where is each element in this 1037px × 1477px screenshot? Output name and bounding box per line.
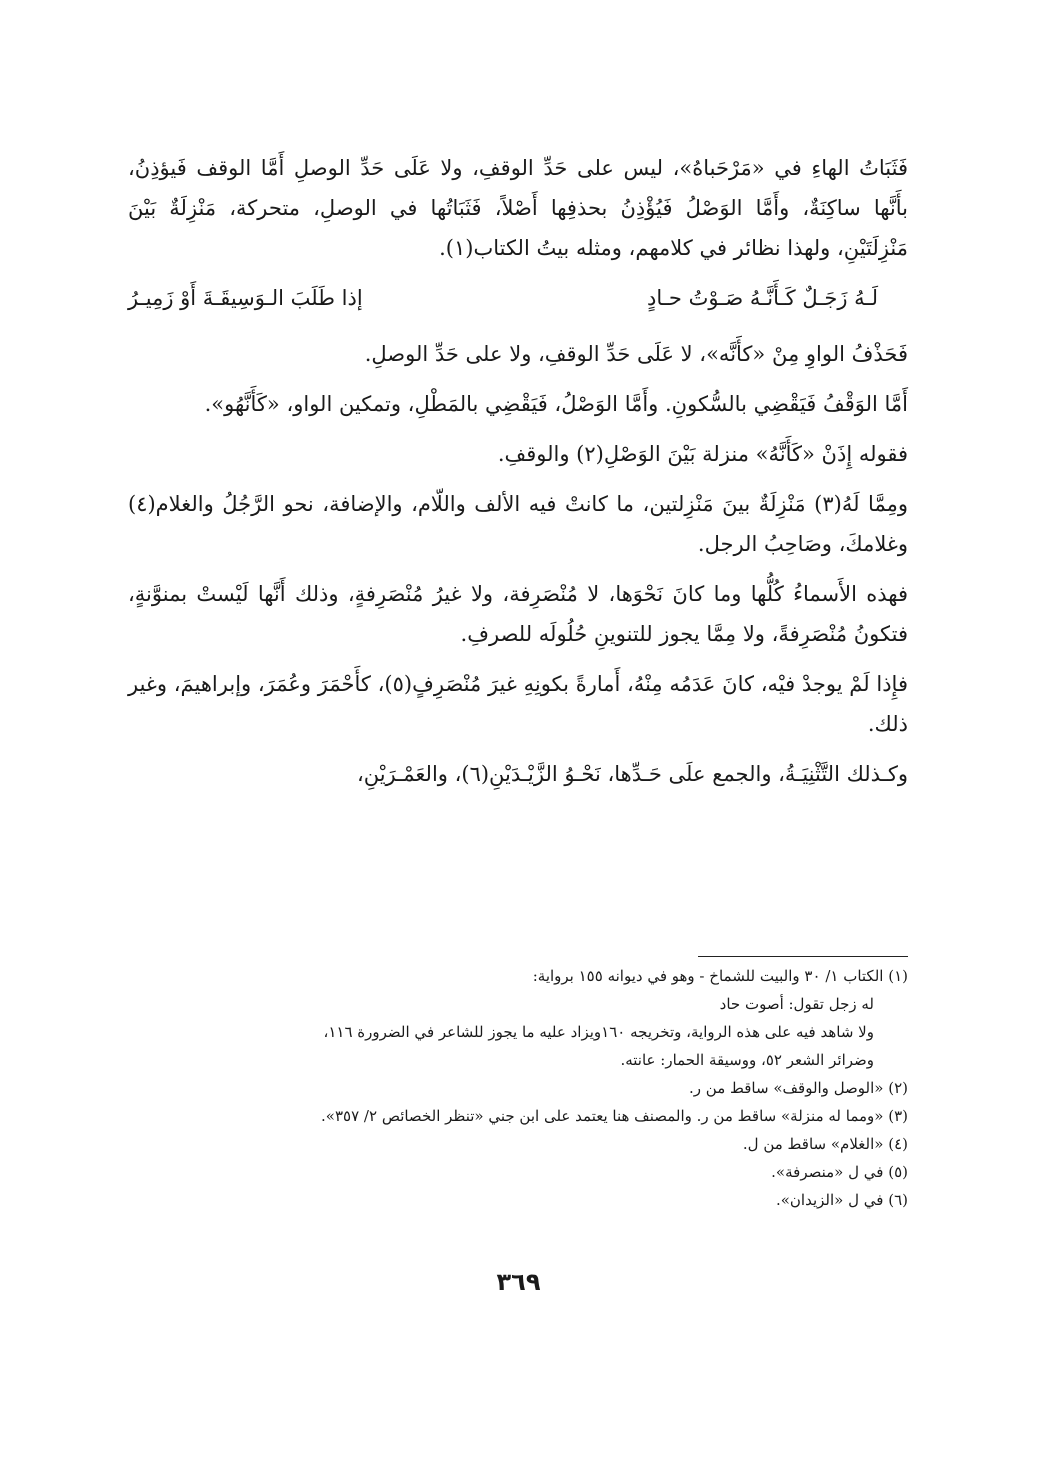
footnote-1-line-1: (١) الكتاب ١/ ٣٠ والبيت للشماخ - وهو في ديوانه ١٥٥ برواية: <box>532 967 908 985</box>
footnote-5: (٥) في ل «منصرفة». <box>771 1163 908 1181</box>
footnote-4: (٤) «الغلام» ساقط من ل. <box>742 1135 908 1153</box>
footnote-1-line-3: ولا شاهد فيه على هذه الرواية، وتخريجه ١٦٠ويزاد عليه ما يجوز للشاعر في الضرورة ١١٦، <box>323 1023 874 1041</box>
main-text <box>128 148 908 804</box>
paragraph-7: فإِذا لَمْ يوجدْ فيْه، كانَ عَدَمُه مِنْهُ، أَمارةً بكونِهِ غيرَ مُنْصَرِفٍ(٥)، كأَحْمَرَ وعُمَرَ، وإبراهيمَ، وغير ذلك. <box>128 672 908 736</box>
footnote-1-line-2: له زجل تقول: أصوت حاد <box>719 995 874 1013</box>
footnote-2: (٢) «الوصل والوقف» ساقط من ر. <box>689 1079 908 1097</box>
paragraph-2: فَحَذْفُ الواوِ مِنْ «كأَنَّه»، لا عَلَى حَدِّ الوقفِ، ولا على حَدِّ الوصلِ. <box>364 342 908 366</box>
paragraph-1: فَثَبَاتُ الهاءِ في «مَرْحَباهُ»، ليس على حَدِّ الوقفِ، ولا عَلَى حَدِّ الوصلِ أَمَّا الوقف فَيؤذِنُ، بأَنَّها ساكِنَةٌ، وأَمَّا الوَصْلُ فَيُؤْذِنُ بحذفِها أَصْلاً، فَثَبَاتُها في الوصلِ، متحركة، مَنْزِلَةٌ بَيْنَ مَنْزِلَتَيْنِ، ولهذا نظائر في كلامهم، ومثله بيتُ الكتاب(١). <box>128 156 909 260</box>
paragraph-6: فهذه الأَسماءُ كُلُّها وما كانَ نَحْوَها، لا مُنْصَرِفة، ولا غيرُ مُنْصَرِفةٍ، وذلك أَنَّها لَيْستْ بمنوَّنةٍ، فتكونُ مُنْصَرِفةً، ولا مِمَّا يجوز للتنوينِ حُلُولَه للصرفِ. <box>128 582 908 646</box>
paragraph-3: أَمَّا الوَقْفُ فَيَقْضِي بالسُّكونِ. وأَمَّا الوَصْلُ، فَيَقْضِي بالمَطْلِ، وتمكين الواو، «كَأَنَّهُو». <box>204 392 908 416</box>
paragraph-5: ومِمَّا لَهُ(٣) مَنْزِلَةٌ بينَ مَنْزِلتين، ما كانتْ فيه الألف واللّام، والإضافة، نحو الرَّجُلُ والغلام(٤) وغلامكَ، وصَاحِبُ الرجل. <box>128 492 908 556</box>
paragraph-4: فقوله إِذَنْ «كَأَنَّهُ» منزلة بَيْنَ الوَصْلِ(٢) والوقفِ. <box>497 442 908 466</box>
verse-second-hemistich: إذا طَلَبَ الـوَسِيقَـةَ أَوْ زَمِيـرُ <box>128 286 363 310</box>
footnote-3: (٣) «ومما له منزلة» ساقط من ر. والمصنف هنا يعتمد على ابن جني «تنظر الخصائص ٢/ ٣٥٧». <box>321 1107 908 1125</box>
footnote-separator <box>698 956 908 957</box>
paragraph-8: وكـذلك التَّثْنِيَـةُ، والجمع علَى حَـدِّها، نَحْـوُ الزَّيْـدَيْنِ(٦)، والعَمْـرَيْنِ، <box>356 762 908 786</box>
verse-first-hemistich: لَـهُ زَجَـلٌ كَـأَنَّـهُ صَـوْتُ حـادٍ <box>647 286 878 310</box>
page-number: ٣٦٩ <box>496 1268 541 1296</box>
footnote-6: (٦) في ل «الزيدان». <box>775 1191 908 1209</box>
footnotes <box>128 962 908 1214</box>
poetry-verse <box>128 278 908 318</box>
footnote-1-line-4: وضرائر الشعر ٥٢، ووسيقة الحمار: عانته. <box>620 1051 874 1069</box>
